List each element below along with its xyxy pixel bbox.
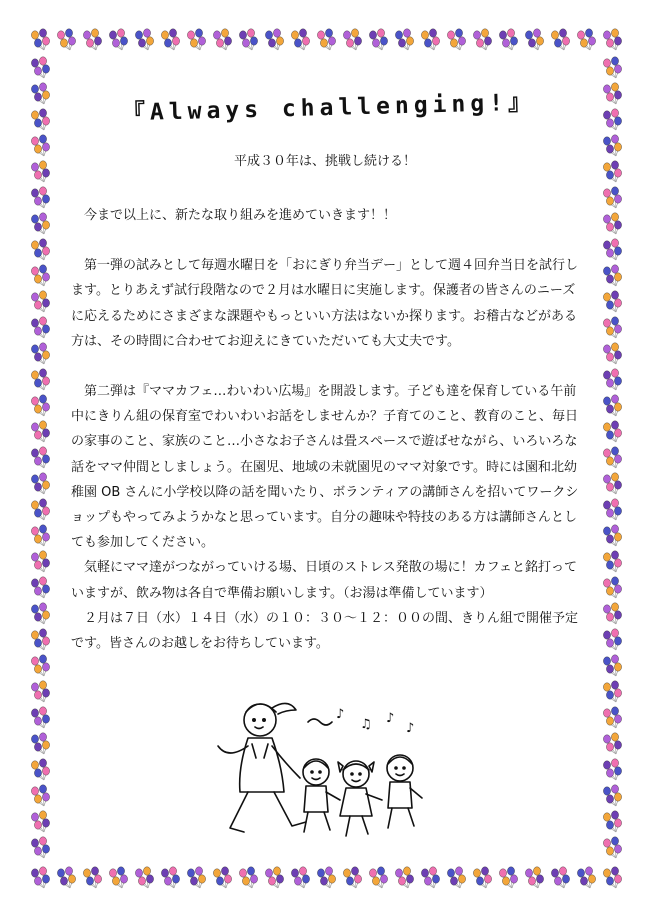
balloon-cluster-icon (31, 629, 49, 650)
balloon-cluster-icon (31, 29, 49, 50)
balloon-cluster-icon (603, 759, 621, 780)
balloon-cluster-icon (57, 867, 75, 888)
intro-paragraph: 今まで以上に、新たな取り組みを進めていきます！！ (84, 208, 397, 223)
balloon-cluster-icon (603, 265, 621, 286)
paragraph-first-trial: 第一弾の試みとして毎週水曜日を「おにぎり弁当デー」として週４回弁当日を試行します。とりあえず試行段階なので２月は水曜日に実施します。保護者の皆さんのニーズに応えるためにさまざまな課題やもっといい方法はないか探ります。お稽古などがある方は、その時間に合わせてお迎えにきていただいても大丈夫です。 (71, 258, 579, 349)
balloon-cluster-icon (31, 83, 49, 104)
balloon-cluster-icon (603, 421, 621, 442)
balloon-cluster-icon (135, 867, 153, 888)
balloon-cluster-icon (239, 867, 257, 888)
balloon-cluster-icon (603, 525, 621, 546)
balloon-cluster-icon (213, 29, 231, 50)
balloon-cluster-icon (343, 867, 361, 888)
balloon-cluster-icon (291, 867, 309, 888)
page-title: 『Always challenging!』 (121, 89, 537, 127)
balloon-cluster-icon (161, 29, 179, 50)
balloon-cluster-icon (83, 867, 101, 888)
balloon-cluster-icon (31, 867, 49, 888)
balloon-cluster-icon (31, 187, 49, 208)
svg-text:♫: ♫ (360, 717, 372, 732)
balloon-cluster-icon (603, 551, 621, 572)
balloon-cluster-icon (603, 655, 621, 676)
balloon-cluster-icon (603, 707, 621, 728)
balloon-cluster-icon (343, 29, 361, 50)
balloon-cluster-icon (421, 867, 439, 888)
balloon-cluster-icon (499, 867, 517, 888)
balloon-cluster-icon (31, 733, 49, 754)
balloon-cluster-icon (603, 733, 621, 754)
balloon-cluster-icon (525, 29, 543, 50)
balloon-cluster-icon (291, 29, 309, 50)
balloon-cluster-icon (31, 291, 49, 312)
balloon-cluster-icon (213, 867, 231, 888)
balloon-cluster-icon (135, 29, 153, 50)
balloon-cluster-icon (31, 811, 49, 832)
balloon-cluster-icon (187, 867, 205, 888)
balloon-cluster-icon (31, 655, 49, 676)
svg-text:♪: ♪ (386, 711, 395, 726)
balloon-cluster-icon (603, 447, 621, 468)
balloon-cluster-icon (317, 867, 335, 888)
balloon-cluster-icon (369, 867, 387, 888)
paragraph-drinks: 気軽にママ達がつながっていける場、日頃のストレス発散の場に！カフェと銘打っていますが、飲み物は各自で準備お願いします。（お湯は準備しています） (71, 560, 577, 601)
paragraph-mama-cafe: 第二弾は『ママカフェ…わいわい広場』を開設します。子ども達を保育している午前中にきりん組の保育室でわいわいお話をしませんか？子育てのこと、教育のこと、毎日の家事のこと、家族のこと…小さなお子さんは畳スペースで遊ばせながら、いろいろな話をママ仲間としましょう。在園児、地域の未就園児のママ対象です。時には園和北幼稚園 OB さんに小学校以降の話を聞いたり、ボランティアの講師さんを招いてワークショップもやってみようかなと思っています。自分の趣味や特技のある方は講師さんとしても参加してください。 (71, 384, 579, 551)
balloon-cluster-icon (109, 29, 127, 50)
balloon-cluster-icon (31, 109, 49, 130)
balloon-cluster-icon (31, 473, 49, 494)
balloon-cluster-icon (603, 343, 621, 364)
balloon-cluster-icon (603, 629, 621, 650)
balloon-cluster-icon (603, 317, 621, 338)
balloon-cluster-icon (603, 473, 621, 494)
balloon-cluster-icon (551, 867, 569, 888)
balloon-cluster-icon (317, 29, 335, 50)
balloon-cluster-icon (603, 499, 621, 520)
balloon-cluster-icon (551, 29, 569, 50)
balloon-cluster-icon (603, 57, 621, 78)
balloon-cluster-icon (83, 29, 101, 50)
balloon-cluster-icon (31, 421, 49, 442)
balloon-cluster-icon (473, 29, 491, 50)
balloon-cluster-icon (369, 29, 387, 50)
balloon-cluster-icon (31, 785, 49, 806)
balloon-cluster-icon (31, 239, 49, 260)
balloon-cluster-icon (603, 109, 621, 130)
balloon-cluster-icon (603, 603, 621, 624)
balloon-cluster-icon (603, 29, 621, 50)
balloon-cluster-icon (447, 867, 465, 888)
balloon-cluster-icon (395, 29, 413, 50)
balloon-cluster-icon (31, 707, 49, 728)
balloon-cluster-icon (31, 603, 49, 624)
balloon-cluster-icon (31, 525, 49, 546)
balloon-cluster-icon (31, 213, 49, 234)
balloon-cluster-icon (603, 369, 621, 390)
balloon-cluster-icon (603, 187, 621, 208)
balloon-cluster-icon (187, 29, 205, 50)
balloon-cluster-icon (265, 867, 283, 888)
balloon-cluster-icon (499, 29, 517, 50)
balloon-cluster-icon (31, 265, 49, 286)
svg-text:♪: ♪ (336, 707, 345, 722)
balloon-cluster-icon (239, 29, 257, 50)
balloon-cluster-icon (577, 867, 595, 888)
balloon-cluster-icon (525, 867, 543, 888)
paragraph-schedule: ２月は７日（水）１４日（水）の１０：３０～１２：００の間、きりん組で開催予定です。皆さんのお越しをお待ちしています。 (71, 610, 579, 652)
balloon-cluster-icon (31, 837, 49, 858)
balloon-cluster-icon (603, 83, 621, 104)
balloon-cluster-icon (31, 681, 49, 702)
balloon-cluster-icon (265, 29, 283, 50)
balloon-cluster-icon (31, 57, 49, 78)
balloon-cluster-icon (603, 239, 621, 260)
balloon-cluster-icon (395, 867, 413, 888)
balloon-cluster-icon (109, 867, 127, 888)
balloon-cluster-icon (31, 447, 49, 468)
mother-and-children-walking-icon (200, 688, 440, 848)
svg-text:♪: ♪ (406, 721, 415, 736)
balloon-cluster-icon (31, 317, 49, 338)
balloon-cluster-icon (603, 291, 621, 312)
balloon-cluster-icon (447, 29, 465, 50)
balloon-cluster-icon (421, 29, 439, 50)
balloon-cluster-icon (31, 499, 49, 520)
balloon-cluster-icon (577, 29, 595, 50)
balloon-cluster-icon (603, 811, 621, 832)
balloon-cluster-icon (31, 343, 49, 364)
balloon-cluster-icon (603, 395, 621, 416)
balloon-cluster-icon (31, 395, 49, 416)
balloon-cluster-icon (473, 867, 491, 888)
balloon-cluster-icon (603, 213, 621, 234)
balloon-cluster-icon (31, 369, 49, 390)
balloon-cluster-icon (603, 577, 621, 598)
balloon-cluster-icon (603, 681, 621, 702)
balloon-cluster-icon (603, 785, 621, 806)
subtitle: 平成３０年は、挑戦し続ける！ (233, 154, 416, 169)
balloon-cluster-icon (31, 577, 49, 598)
balloon-cluster-icon (603, 837, 621, 858)
balloon-cluster-icon (31, 551, 49, 572)
balloon-cluster-icon (603, 867, 621, 888)
balloon-cluster-icon (161, 867, 179, 888)
balloon-cluster-icon (57, 29, 75, 50)
balloon-cluster-icon (31, 759, 49, 780)
body-text (71, 203, 583, 656)
